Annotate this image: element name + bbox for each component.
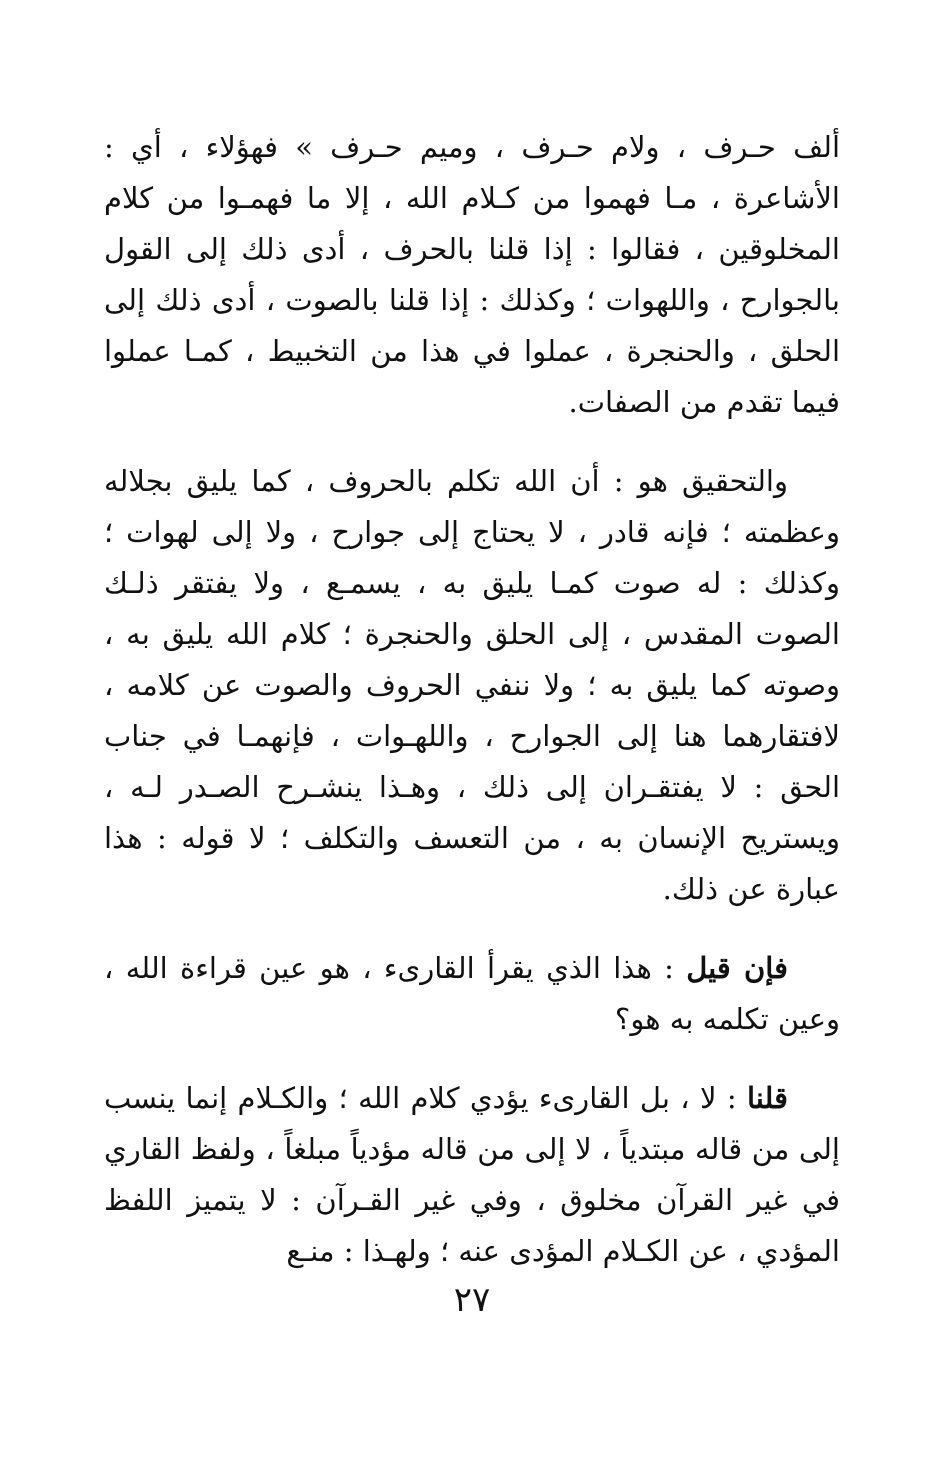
paragraph <box>104 1073 840 1277</box>
body-text <box>104 122 840 1277</box>
paragraph <box>104 122 840 428</box>
paragraph-text: والتحقيق هو : أن الله تكلم بالحروف ، كما يليق بجلاله وعظمته ؛ فإنه قادر ، لا يحتاج إلى جوارح ، ولا إلى لهوات ؛ وكذلك : له صوت كمـا يليق به ، يسمـع ، ولا يفتقر ذلـك الصوت المقدس ، إلى الحلق والحنجرة ؛ كلام الله يليق به ، وصوته كما يليق به ؛ ولا ننفي الحروف والصوت عن كلامه ، لافتقارهما هنا إلى الجوارح ، واللهـوات ، فإنهمـا في جناب الحق : لا يفتقـران إلى ذلك ، وهـذا ينشـرح الصـدر لـه ، ويستريح الإنسان به ، من التعسف والتكلف ؛ لا قوله : هذا عبارة عن ذلك. <box>104 464 840 906</box>
paragraph <box>104 943 840 1045</box>
paragraph-lead: فإن قيل <box>686 951 788 985</box>
paragraph-text: : هذا الذي يقرأ القارىء ، هو عين قراءة الله ، وعين تكلمه به هو؟ <box>104 951 840 1036</box>
paragraph-lead: قلنا <box>746 1081 788 1115</box>
paragraph-text: ألف حـرف ، ولام حـرف ، وميم حـرف » فهؤلاء ، أي : الأشاعرة ، مـا فهموا من كـلام الله ، إلا ما فهمـوا من كلام المخلوقين ، فقالوا : إذا قلنا بالحرف ، أدى ذلك إلى القول بالجوارح ، واللهوات ؛ وكذلك : إذا قلنا بالصوت ، أدى ذلك إلى الحلق ، والحنجرة ، عملوا في هذا من التخبيط ، كمـا عملوا فيما تقدم من الصفات. <box>104 130 840 419</box>
paragraph-text: : لا ، بل القارىء يؤدي كلام الله ؛ والكـلام إنما ينسب إلى من قاله مبتدياً ، لا إلى من قاله مؤدياً مبلغاً ، ولفظ القاري في غير القرآن مخلوق ، وفي غير القـرآن : لا يتميز اللفظ المؤدي ، عن الكـلام المؤدى عنه ؛ ولهـذا : منـع <box>104 1081 840 1268</box>
page-number: ٢٧ <box>453 1280 491 1320</box>
paragraph <box>104 456 840 915</box>
